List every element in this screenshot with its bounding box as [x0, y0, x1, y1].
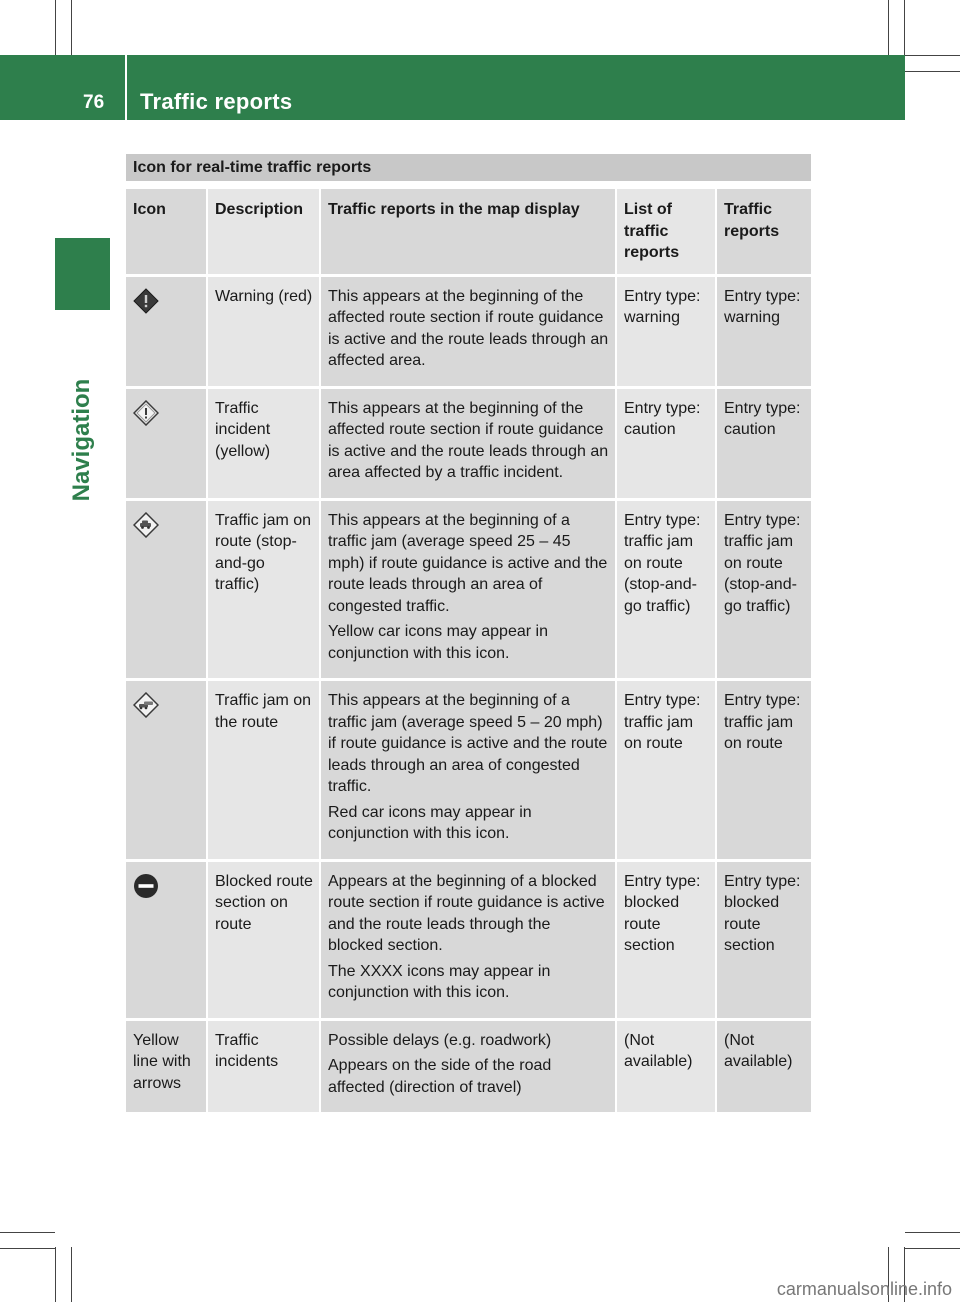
crop-mark	[904, 0, 905, 55]
page-title: Traffic reports	[140, 89, 293, 114]
description-cell: Traffic jam on route (stop-and-go traffic)	[208, 501, 321, 682]
map-display-cell	[321, 501, 617, 682]
footer-watermark: carmanualsonline.info	[776, 1279, 952, 1299]
list-cell: Entry type: warning	[617, 277, 717, 389]
table-row	[126, 862, 811, 1021]
reports-cell: Entry type: traffic jam on route	[717, 681, 811, 862]
description-cell: Traffic jam on the route	[208, 681, 321, 862]
warning-diamond-red-icon	[133, 288, 159, 314]
table-row	[126, 681, 811, 862]
table-title: Icon for real-time traffic reports	[126, 154, 811, 181]
description-cell: Traffic incidents	[208, 1021, 321, 1116]
crop-mark	[905, 1248, 960, 1249]
column-header-list: List of traffic reports	[617, 189, 717, 277]
icon-cell	[126, 681, 208, 862]
crop-mark	[55, 1247, 56, 1302]
table-row	[126, 277, 811, 389]
map-display-text: This appears at the beginning of a traffic jam (average speed 5 – 20 mph) if route guidance is active and the route leads through an area of congested traffic.	[328, 692, 608, 795]
map-display-cell	[321, 277, 617, 389]
reports-cell: (Not available)	[717, 1021, 811, 1116]
description-cell: Warning (red)	[208, 277, 321, 389]
page-number: 76	[83, 92, 105, 113]
map-display-text: This appears at the beginning of the affected route section if route guidance is active and the route leads through an affected area.	[328, 287, 609, 369]
reports-cell: Entry type: warning	[717, 277, 811, 389]
reports-cell: Entry type: caution	[717, 389, 811, 501]
icon-cell	[126, 389, 208, 501]
crop-mark	[0, 1248, 55, 1249]
column-header-map-display: Traffic reports in the map display	[321, 189, 617, 277]
map-display-text: Possible delays (e.g. roadwork)	[328, 1031, 552, 1049]
crop-mark	[905, 71, 960, 72]
chapter-tab	[55, 238, 110, 310]
description-cell: Blocked route section on route	[208, 862, 321, 1021]
table-row	[126, 389, 811, 501]
column-header-reports: Traffic reports	[717, 189, 811, 277]
map-display-text: Yellow car icons may appear in conjunction with this icon.	[328, 623, 548, 662]
list-cell: Entry type: blocked route section	[617, 862, 717, 1021]
icon-cell	[126, 501, 208, 682]
traffic-icons-table-wrap	[126, 154, 811, 1115]
crop-mark	[71, 1247, 72, 1302]
traffic-jam-icon	[133, 692, 159, 718]
list-cell: (Not available)	[617, 1021, 717, 1116]
blocked-route-icon	[133, 873, 159, 899]
crop-mark	[888, 0, 889, 55]
crop-mark	[905, 55, 960, 56]
traffic-icons-table	[126, 189, 811, 1115]
list-cell: Entry type: traffic jam on route (stop-and-go traffic)	[617, 501, 717, 682]
table-row	[126, 1021, 811, 1116]
caution-diamond-yellow-icon	[133, 400, 159, 426]
map-display-text: Appears at the beginning of a blocked route section if route guidance is active and the route leads through the blocked section.	[328, 872, 605, 954]
crop-mark	[905, 1232, 960, 1233]
icon-cell: Yellow line with arrows	[126, 1021, 208, 1116]
reports-cell: Entry type: blocked route section	[717, 862, 811, 1021]
map-display-text: Appears on the side of the road affected (direction of travel)	[328, 1057, 552, 1096]
table-row	[126, 501, 811, 682]
map-display-cell	[321, 862, 617, 1021]
map-display-text: The XXXX icons may appear in conjunction with this icon.	[328, 962, 551, 1001]
column-header-icon: Icon	[126, 189, 208, 277]
reports-cell: Entry type: traffic jam on route (stop-and-go traffic)	[717, 501, 811, 682]
chapter-label: Navigation	[68, 378, 95, 502]
crop-mark	[0, 1232, 55, 1233]
description-cell: Traffic incident (yellow)	[208, 389, 321, 501]
crop-mark	[55, 0, 56, 55]
icon-cell	[126, 277, 208, 389]
crop-mark	[71, 0, 72, 55]
list-cell: Entry type: traffic jam on route	[617, 681, 717, 862]
list-cell: Entry type: caution	[617, 389, 717, 501]
map-display-text: Red car icons may appear in conjunction with this icon.	[328, 803, 532, 842]
page-header-bar	[0, 55, 905, 120]
traffic-jam-stop-and-go-icon	[133, 512, 159, 538]
map-display-cell	[321, 1021, 617, 1116]
map-display-cell	[321, 681, 617, 862]
map-display-cell	[321, 389, 617, 501]
icon-cell	[126, 862, 208, 1021]
header-divider	[125, 55, 127, 120]
map-display-text: This appears at the beginning of a traffic jam (average speed 25 – 45 mph) if route guidance is active and the route leads through an area of congested traffic.	[328, 511, 608, 615]
column-header-description: Description	[208, 189, 321, 277]
map-display-text: This appears at the beginning of the affected route section if route guidance is active and the route leads through an area affected by a traffic incident.	[328, 399, 609, 481]
table-header-row	[126, 189, 811, 277]
